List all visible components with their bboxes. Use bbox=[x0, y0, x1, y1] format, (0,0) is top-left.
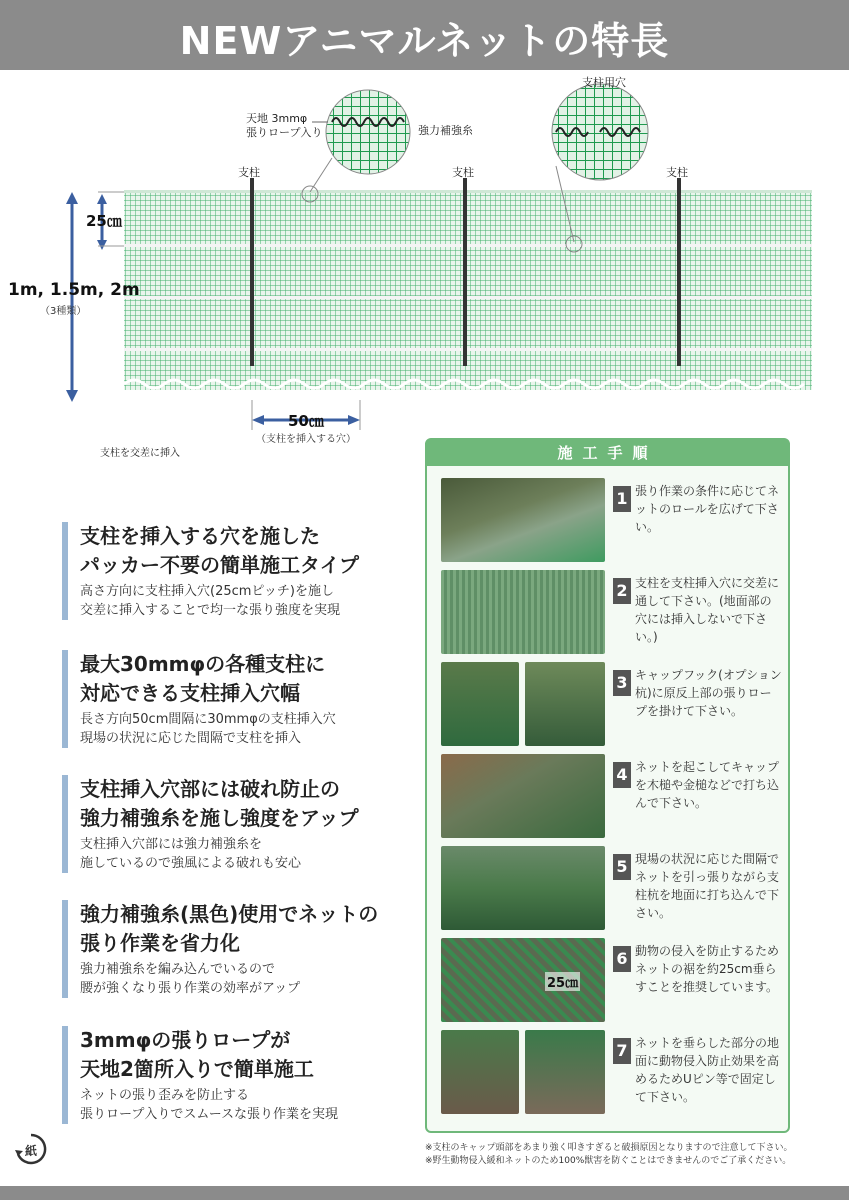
rope-label: 天地 3mmφ bbox=[246, 112, 308, 125]
feature-title: 最大30mmφの各種支柱に bbox=[80, 652, 326, 676]
feature-title: 張り作業を省力化 bbox=[80, 931, 240, 955]
post-label-1: 支柱 bbox=[238, 166, 260, 179]
step-1 bbox=[441, 478, 781, 566]
feature-desc: 長さ方向50cm間隔に30mmφの支柱挿入穴 bbox=[80, 712, 336, 727]
step-text: ネットを垂らした部分の地面に動物侵入防止効果を高めるためUピン等で固定して下さい。 bbox=[635, 1036, 780, 1104]
procedure-panel bbox=[425, 438, 790, 1133]
feature-title: パッカー不要の簡単施工タイプ bbox=[80, 553, 359, 577]
feature-5 bbox=[62, 1026, 412, 1124]
step-2 bbox=[441, 570, 781, 658]
step-number: 6 bbox=[613, 946, 631, 972]
step-5 bbox=[441, 846, 781, 934]
step-photo bbox=[441, 570, 605, 654]
dim-50: 50㎝ bbox=[288, 412, 324, 430]
step-7 bbox=[441, 1030, 781, 1118]
photo-dimension-label: 25㎝ bbox=[545, 972, 580, 991]
feature-4 bbox=[62, 900, 412, 998]
feature-desc: 支柱挿入穴部には強力補強糸を bbox=[80, 837, 263, 852]
page-title: NEWアニマルネットの特長 bbox=[179, 19, 670, 63]
bottom-bar bbox=[0, 1186, 849, 1200]
post-label-3: 支柱 bbox=[666, 166, 688, 179]
recycle-mark-text: 紙 bbox=[24, 1144, 38, 1158]
step-photo bbox=[525, 1030, 605, 1114]
step-photo bbox=[441, 1030, 519, 1114]
paper-recycle-icon bbox=[14, 1132, 48, 1166]
feature-desc: 張りロープ入りでスムースな張り作業を実現 bbox=[80, 1107, 339, 1122]
step-3 bbox=[441, 662, 781, 750]
step-text: ネットを起こしてキャップを木槌や金槌などで打ち込んで下さい。 bbox=[635, 760, 780, 810]
feature-title: 天地2箇所入りで簡単施工 bbox=[80, 1057, 314, 1081]
dim-height-note: （3種類） bbox=[40, 306, 87, 317]
feature-desc: ネットの張り歪みを防止する bbox=[80, 1088, 250, 1103]
dim-height: 1m, 1.5m, 2m bbox=[8, 280, 140, 300]
step-6 bbox=[441, 938, 781, 1026]
step-photo bbox=[441, 754, 605, 838]
procedure-heading: 施工手順 bbox=[427, 440, 788, 466]
feature-desc: 現場の状況に応じた間隔で支柱を挿入 bbox=[80, 731, 302, 746]
feature-title: 支柱挿入穴部には破れ防止の bbox=[80, 777, 340, 801]
feature-title: 強力補強糸を施し強度をアップ bbox=[80, 806, 359, 830]
feature-desc: 施しているので強風による破れも安心 bbox=[80, 856, 302, 871]
hole-label: 支柱用穴 bbox=[582, 76, 626, 89]
step-number: 2 bbox=[613, 578, 631, 604]
step-number: 5 bbox=[613, 854, 631, 880]
feature-2 bbox=[62, 650, 412, 748]
rope-label-2: 張りロープ入り bbox=[246, 126, 323, 139]
step-text: 支柱を支柱挿入穴に交差に通して下さい。(地面部の穴には挿入しないで下さい。) bbox=[635, 576, 780, 644]
step-number: 7 bbox=[613, 1038, 631, 1064]
note-1: ※支柱のキャップ頭部をあまり強く叩きすぎると破損原因となりますので注意して下さい。 bbox=[425, 1143, 793, 1153]
dim-25: 25㎝ bbox=[86, 212, 122, 230]
cross-insert-label: 支柱を交差に挿入 bbox=[100, 448, 180, 459]
step-text: キャップフック(オプション杭)に原反上部の張りロープを掛けて下さい。 bbox=[635, 668, 782, 718]
feature-title: 3mmφの張りロープが bbox=[80, 1028, 291, 1052]
step-photo bbox=[441, 478, 605, 562]
feature-title: 強力補強糸(黒色)使用でネットの bbox=[80, 902, 379, 926]
reinforce-label: 強力補強糸 bbox=[418, 124, 473, 137]
step-photo bbox=[441, 846, 605, 930]
feature-desc: 強力補強糸を編み込んでいるので bbox=[80, 962, 276, 977]
feature-desc: 高さ方向に支柱挿入穴(25cmピッチ)を施し bbox=[80, 584, 334, 599]
step-photo bbox=[441, 662, 519, 746]
step-text: 現場の状況に応じた間隔でネットを引っ張りながら支柱杭を地面に打ち込んで下さい。 bbox=[635, 852, 780, 920]
step-text: 張り作業の条件に応じてネットのロールを広げて下さい。 bbox=[635, 484, 780, 534]
feature-title: 対応できる支柱挿入穴幅 bbox=[80, 681, 300, 705]
feature-title: 支柱を挿入する穴を施した bbox=[80, 524, 320, 548]
step-number: 3 bbox=[613, 670, 631, 696]
note-2: ※野生動物侵入緩和ネットのため100%獣害を防ぐことはできませんのでご了承ください。 bbox=[425, 1156, 792, 1166]
feature-3 bbox=[62, 775, 412, 873]
step-photo bbox=[441, 938, 605, 1022]
feature-desc: 交差に挿入することで均一な張り強度を実現 bbox=[80, 603, 341, 618]
post-label-2: 支柱 bbox=[452, 166, 474, 179]
dim-50-note: （支柱を挿入する穴） bbox=[256, 434, 356, 445]
feature-desc: 腰が強くなり張り作業の効率がアップ bbox=[80, 981, 301, 996]
step-4 bbox=[441, 754, 781, 842]
title-bar bbox=[0, 0, 849, 70]
step-photo bbox=[525, 662, 605, 746]
step-text: 動物の侵入を防止するためネットの裾を約25cm垂らすことを推奨しています。 bbox=[635, 944, 780, 994]
feature-1 bbox=[62, 522, 412, 620]
step-number: 1 bbox=[613, 486, 631, 512]
step-number: 4 bbox=[613, 762, 631, 788]
